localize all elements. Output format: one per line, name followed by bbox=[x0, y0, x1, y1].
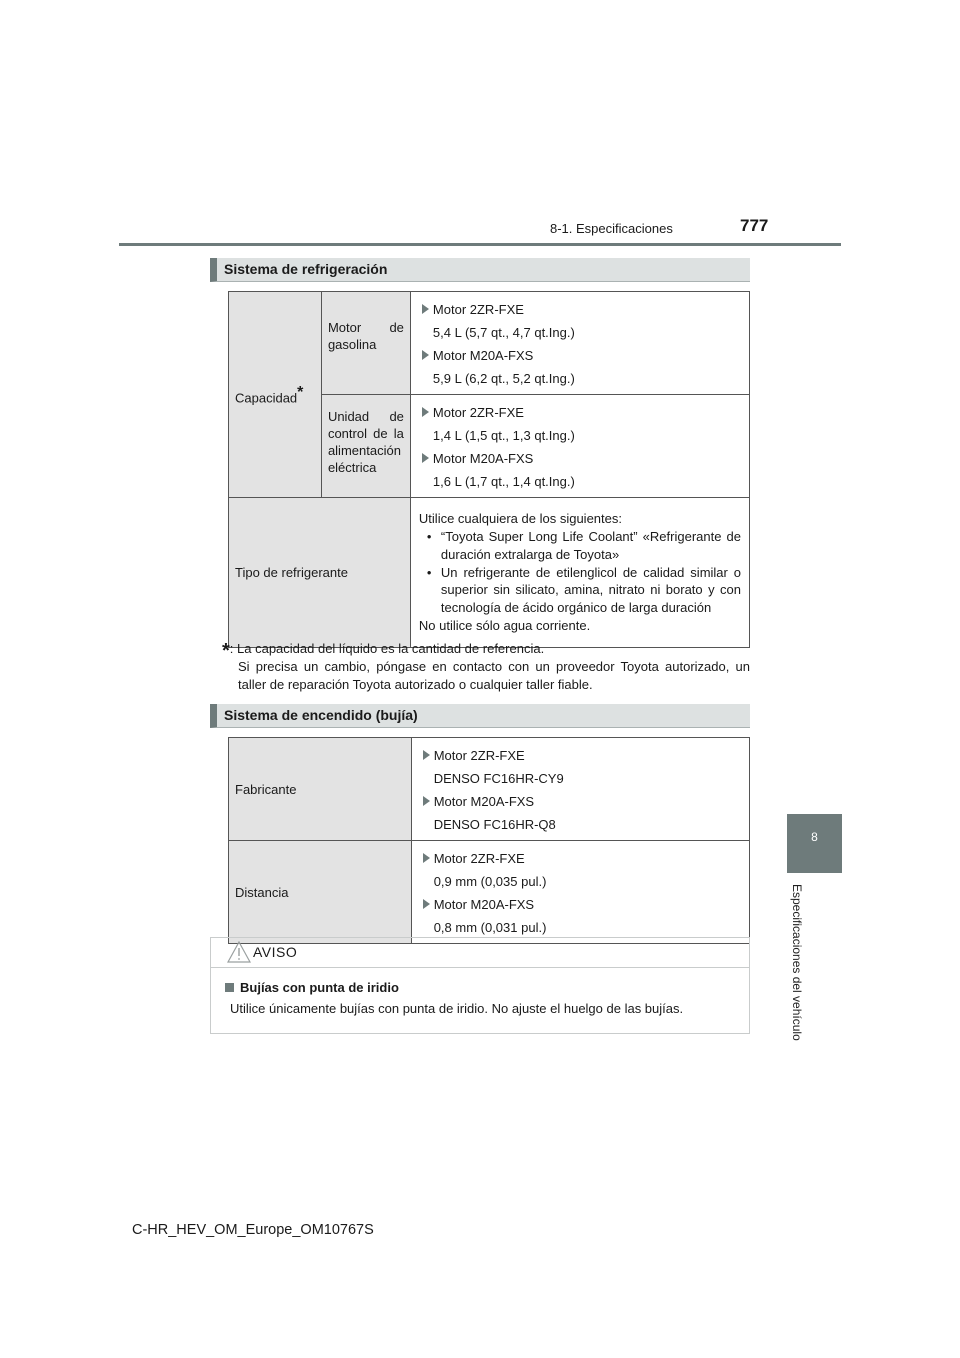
pcu-values bbox=[410, 395, 749, 498]
list-item bbox=[419, 447, 741, 470]
gasoline-values bbox=[410, 292, 749, 395]
list-item: • “Toyota Super Long Life Coolant” «Refrigerante de duración extralarga de Toyota» bbox=[426, 529, 741, 562]
gap-value: 0,9 mm (0,035 pul.) bbox=[433, 874, 547, 889]
capacity-value: 1,4 L (1,5 qt., 1,3 qt.Ing.) bbox=[432, 428, 575, 443]
triangle-bullet-icon bbox=[423, 899, 430, 909]
capacity-footnote bbox=[222, 638, 750, 694]
page-number: 777 bbox=[740, 216, 769, 235]
cooling-spec-table bbox=[228, 291, 750, 648]
pcu-label: Unidad de control de la alimentación eléctrica bbox=[327, 409, 404, 475]
engine-name: Motor 2ZR-FXE bbox=[432, 302, 524, 317]
engine-name: Motor 2ZR-FXE bbox=[432, 405, 524, 420]
footnote-marker: * bbox=[297, 383, 304, 401]
list-item bbox=[420, 790, 741, 813]
square-bullet-icon bbox=[225, 983, 234, 992]
capacity-label: Capacidad bbox=[235, 390, 298, 406]
chapter-tab-label: Especificaciones del vehículo bbox=[790, 884, 804, 1041]
footnote-marker: * bbox=[222, 640, 230, 662]
warning-item-heading: Bujías con punta de iridio bbox=[225, 980, 399, 995]
chapter-tab: 8 bbox=[787, 814, 842, 873]
coolant-intro: Utilice cualquiera de los siguientes: bbox=[418, 511, 622, 527]
table-row bbox=[229, 292, 750, 395]
section-heading-cooling bbox=[210, 258, 750, 282]
list-item bbox=[420, 847, 741, 870]
capacity-value: 1,6 L (1,7 qt., 1,4 qt.Ing.) bbox=[432, 474, 575, 489]
engine-name: Motor 2ZR-FXE bbox=[433, 748, 525, 763]
header-divider bbox=[119, 243, 841, 246]
engine-name: Motor M20A-FXS bbox=[432, 348, 534, 363]
coolant-type-label: Tipo de refrigerante bbox=[229, 498, 411, 648]
warning-title: AVISO bbox=[253, 944, 298, 960]
warning-header bbox=[211, 938, 749, 968]
ignition-spec-table bbox=[228, 737, 750, 944]
footnote-line-2: Si precisa un cambio, póngase en contacto con un proveedor Toyota autorizado, un taller de reparación Toyota autorizado o cualquier taller fiable. bbox=[238, 659, 750, 692]
footnote-line-1: : La capacidad del líquido es la cantidad de referencia. bbox=[229, 641, 545, 656]
capacity-label-cell bbox=[229, 292, 322, 498]
table-row bbox=[229, 841, 750, 944]
triangle-bullet-icon bbox=[422, 453, 429, 463]
warning-box bbox=[210, 937, 750, 1034]
triangle-bullet-icon bbox=[422, 407, 429, 417]
gap-values bbox=[411, 841, 749, 944]
engine-name: Motor M20A-FXS bbox=[433, 794, 535, 809]
header-section-title: 8-1. Especificaciones bbox=[550, 221, 673, 236]
section-title: Sistema de refrigeración bbox=[224, 261, 388, 277]
section-heading-ignition bbox=[210, 704, 750, 728]
list-item bbox=[419, 344, 741, 367]
triangle-bullet-icon bbox=[423, 796, 430, 806]
warning-triangle-icon bbox=[227, 941, 251, 963]
gasoline-label-cell bbox=[321, 292, 410, 395]
coolant-note: No utilice sólo agua corriente. bbox=[418, 617, 591, 633]
capacity-value: 5,9 L (6,2 qt., 5,2 qt.Ing.) bbox=[432, 371, 575, 386]
maker-values bbox=[411, 738, 749, 841]
engine-name: Motor 2ZR-FXE bbox=[433, 851, 525, 866]
list-item bbox=[420, 893, 741, 916]
section-title: Sistema de encendido (bujía) bbox=[224, 707, 418, 723]
warning-item-text: Utilice únicamente bujías con punta de iridio. No ajuste el huelgo de las bujías. bbox=[230, 1001, 684, 1016]
triangle-bullet-icon bbox=[423, 750, 430, 760]
triangle-bullet-icon bbox=[422, 350, 429, 360]
list-item bbox=[419, 298, 741, 321]
document-code: C-HR_HEV_OM_Europe_OM10767S bbox=[132, 1222, 374, 1238]
pcu-label-cell bbox=[321, 395, 410, 498]
gasoline-label: Motor de gasolina bbox=[327, 320, 404, 352]
capacity-value: 5,4 L (5,7 qt., 4,7 qt.Ing.) bbox=[432, 325, 575, 340]
triangle-bullet-icon bbox=[422, 304, 429, 314]
spark-plug-model: DENSO FC16HR-CY9 bbox=[433, 771, 564, 786]
gap-value: 0,8 mm (0,031 pul.) bbox=[433, 920, 547, 935]
list-item bbox=[419, 401, 741, 424]
gap-label: Distancia bbox=[229, 841, 412, 944]
list-item bbox=[420, 744, 741, 767]
list-item: • Un refrigerante de etilenglicol de calidad similar o superior sin silicato, amina, nitrato ni borato y con tecnología de ácido orgánico de larga duración bbox=[426, 564, 741, 616]
triangle-bullet-icon bbox=[423, 853, 430, 863]
engine-name: Motor M20A-FXS bbox=[433, 897, 535, 912]
maker-label: Fabricante bbox=[229, 738, 412, 841]
table-row bbox=[229, 498, 750, 648]
spark-plug-model: DENSO FC16HR-Q8 bbox=[433, 817, 556, 832]
engine-name: Motor M20A-FXS bbox=[432, 451, 534, 466]
table-row bbox=[229, 738, 750, 841]
coolant-type-values bbox=[410, 498, 749, 648]
